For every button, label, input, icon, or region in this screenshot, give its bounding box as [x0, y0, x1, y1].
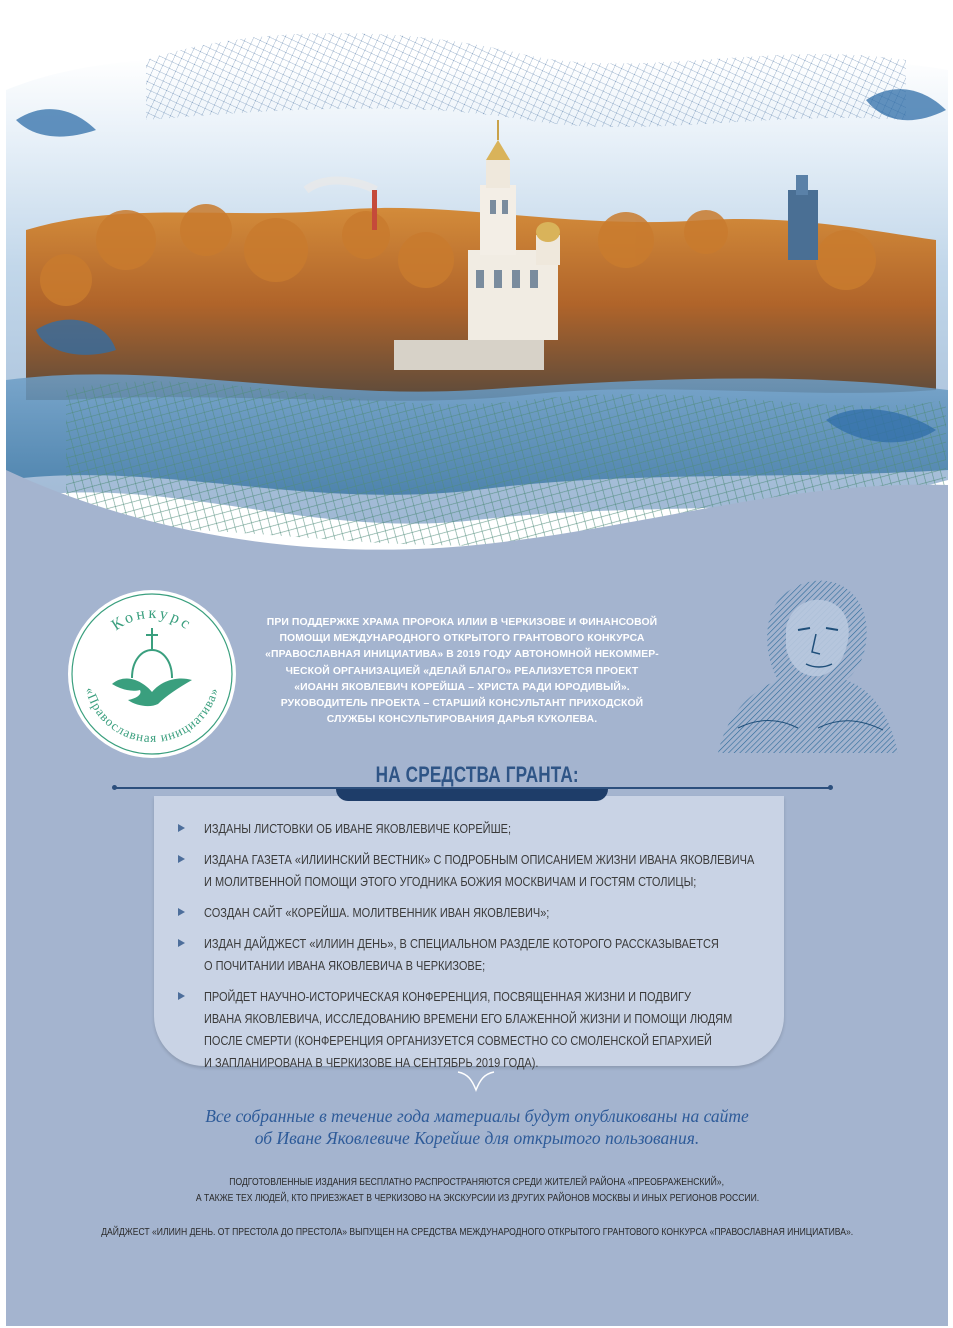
footer-line [6, 1175, 948, 1191]
intro-line: РУКОВОДИТЕЛЬ ПРОЕКТА – СТАРШИЙ КОНСУЛЬТАНТ ПРИХОДСКОЙ [280, 698, 644, 710]
publication-note [6, 1105, 948, 1149]
list-item [176, 902, 776, 924]
list-item [176, 986, 776, 1074]
panel-tab [336, 789, 608, 801]
list-item-text: ПРОЙДЕТ НАУЧНО-ИСТОРИЧЕСКАЯ КОНФЕРЕНЦИЯ, ПОСВЯЩЕННАЯ ЖИЗНИ И ПОДВИГУ [204, 990, 692, 1004]
arrow-bullet-icon [178, 992, 185, 1000]
intro-line: ПРИ ПОДДЕРЖКЕ ХРАМА ПРОРОКА ИЛИИ В ЧЕРКИЗОВЕ И ФИНАНСОВОЙ [266, 617, 658, 628]
distribution-footer [6, 1175, 948, 1241]
note-line: об Иване Яковлевиче Корейше для открытого пользования. [254, 1128, 700, 1148]
list-item-text: ИЗДАНА ГАЗЕТА «ИЛИИНСКИЙ ВЕСТНИК» С ПОДРОБНЫМ ОПИСАНИЕМ ЖИЗНИ ИВАНА ЯКОВЛЕВИЧА [204, 853, 755, 867]
arrow-bullet-icon [178, 824, 185, 832]
logo-ring-text: «Православная инициатива» [82, 685, 222, 746]
leaflet-page [6, 0, 948, 1326]
list-item-text: ИВАНА ЯКОВЛЕВИЧА, ИССЛЕДОВАНИЮ ВРЕМЕНИ ЕГО БЛАЖЕННОЙ ЖИЗНИ И ПОМОЩИ ЛЮДЯМ [204, 1012, 733, 1026]
list-item [176, 849, 776, 893]
list-item-text: И МОЛИТВЕННОЙ ПОМОЩИ ЭТОГО УГОДНИКА БОЖИЯ МОСКВИЧАМ И ГОСТЯМ СТОЛИЦЫ; [204, 875, 697, 889]
project-intro [242, 615, 682, 728]
grant-results-list [176, 818, 776, 1083]
arrow-bullet-icon [178, 855, 185, 863]
list-item [176, 933, 776, 977]
list-item-text: ИЗДАНЫ ЛИСТОВКИ ОБ ИВАНЕ ЯКОВЛЕВИЧЕ КОРЕЙШЕ; [204, 822, 512, 836]
list-item-text: О ПОЧИТАНИИ ИВАНА ЯКОВЛЕВИЧА В ЧЕРКИЗОВЕ; [204, 959, 486, 973]
footer-line-text: ПОДГОТОВЛЕННЫЕ ИЗДАНИЯ БЕСПЛАТНО РАСПРОСТРАНЯЮТСЯ СРЕДИ ЖИТЕЛЕЙ РАЙОНА «ПРЕОБРАЖЕНСКИЙ», [229, 1177, 725, 1188]
grant-heading [6, 762, 948, 788]
rule-end-dot [828, 785, 833, 790]
list-item-text: ПОСЛЕ СМЕРТИ (КОНФЕРЕНЦИЯ ОРГАНИЗУЕТСЯ СОВМЕСТНО СО СМОЛЕНСКОЙ ЕПАРХИЕЙ [204, 1034, 712, 1048]
list-item-text: И ЗАПЛАНИРОВАНА В ЧЕРКИЗОВЕ НА СЕНТЯБРЬ 2019 ГОДА). [204, 1056, 539, 1070]
list-item-text: ИЗДАН ДАЙДЖЕСТ «ИЛИИН ДЕНЬ», В СПЕЦИАЛЬНОМ РАЗДЕЛЕ КОТОРОГО РАССКАЗЫВАЕТСЯ [204, 937, 719, 951]
intro-line: «ИОАНН ЯКОВЛЕВИЧ КОРЕЙША – ХРИСТА РАДИ ЮРОДИВЫЙ». [294, 681, 630, 693]
list-item [176, 818, 776, 840]
intro-line: СЛУЖБЫ КОНСУЛЬТИРОВАНИЯ ДАРЬЯ КУКОЛЕВА. [326, 714, 598, 726]
arrow-bullet-icon [178, 939, 185, 947]
arrow-bullet-icon [178, 908, 185, 916]
grant-heading-text: НА СРЕДСТВА ГРАНТА: [375, 762, 579, 787]
panel-pointer [456, 1070, 496, 1092]
contest-logo [66, 588, 238, 760]
intro-line: ПОМОЩИ МЕЖДУНАРОДНОГО ОТКРЫТОГО ГРАНТОВОГО КОНКУРСА [279, 633, 645, 645]
korejsha-portrait [698, 568, 908, 753]
intro-line: ЧЕСКОЙ ОРГАНИЗАЦИЕЙ «ДЕЛАЙ БЛАГО» РЕАЛИЗУЕТСЯ ПРОЕКТ [285, 665, 639, 677]
footer-line [6, 1225, 948, 1241]
note-line: Все собранные в течение года материалы будут опубликованы на сайте [205, 1106, 749, 1126]
intro-line: «ПРАВОСЛАВНАЯ ИНИЦИАТИВА» В 2019 ГОДУ АВТОНОМНОЙ НЕКОММЕР- [265, 649, 659, 661]
footer-line [6, 1191, 948, 1207]
footer-line-text: ДАЙДЖЕСТ «ИЛИИН ДЕНЬ. ОТ ПРЕСТОЛА ДО ПРЕСТОЛА» ВЫПУЩЕН НА СРЕДСТВА МЕЖДУНАРОДНОГО ОТКРЫТОГО ГРАНТОВОГО КОНКУРСА «ПРАВОСЛАВНАЯ ИНИЦИАТИВА». [101, 1227, 853, 1238]
footer-line-text: А ТАКЖЕ ТЕХ ЛЮДЕЙ, КТО ПРИЕЗЖАЕТ В ЧЕРКИЗОВО НА ЭКСКУРСИИ ИЗ ДРУГИХ РАЙОНОВ МОСКВЫ И ИНЫХ РЕГИОНОВ РОССИИ. [195, 1193, 759, 1204]
church-photo [6, 0, 948, 560]
logo-top-text: Конкурс [108, 604, 196, 635]
church-photo-collage [6, 0, 948, 560]
rule-end-dot [112, 785, 117, 790]
list-item-text: СОЗДАН САЙТ «КОРЕЙША. МОЛИТВЕННИК ИВАН ЯКОВЛЕВИЧ»; [204, 906, 550, 920]
